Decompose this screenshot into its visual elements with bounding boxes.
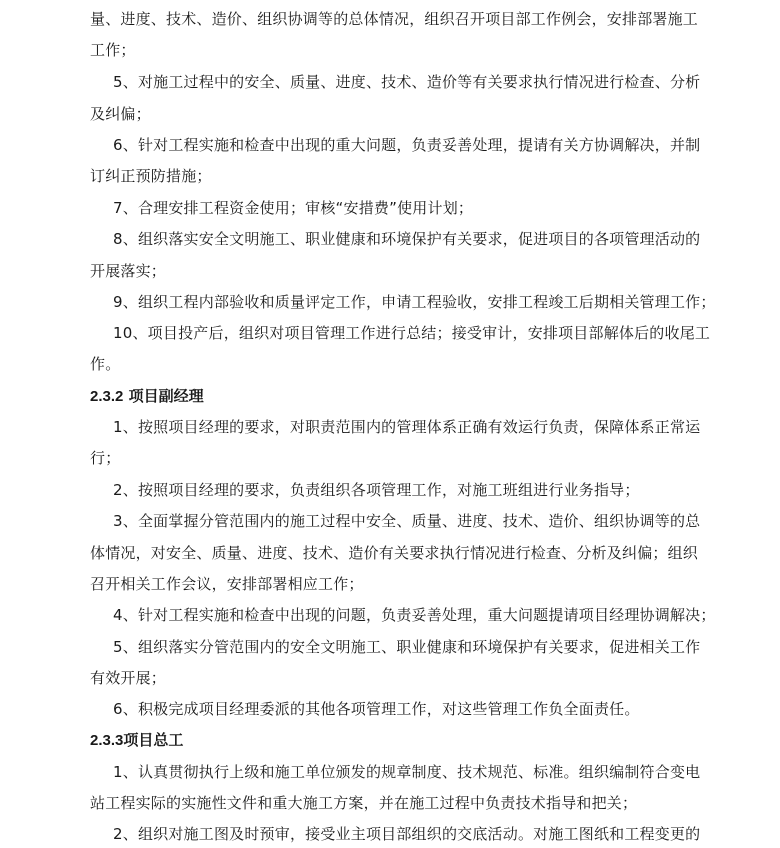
- paragraph-10-line-1: 10、项目投产后，组织对项目管理工作进行总结；接受审计，安排项目部解体后的收尾工: [113, 324, 711, 342]
- ce-paragraph-1-line-1: 1、认真贯彻执行上级和施工单位颁发的规章制度、技术规范、标准。组织编制符合变电: [113, 763, 701, 781]
- paragraph-9-line-1: 9、组织工程内部验收和质量评定工作，申请工程验收，安排工程竣工后期相关管理工作；: [113, 293, 716, 311]
- vm-paragraph-6-line-1: 6、积极完成项目经理委派的其他各项管理工作，对这些管理工作负全面责任。: [113, 700, 640, 718]
- section-heading-2-3-3: [90, 730, 183, 751]
- vm-paragraph-3-line-1: 3、全面掌握分管范围内的施工过程中安全、质量、进度、技术、造价、组织协调等的总: [113, 512, 701, 530]
- section-title: 项目副经理: [128, 387, 204, 405]
- paragraph-5-line-1: 5、对施工过程中的安全、质量、进度、技术、造价等有关要求执行情况进行检查、分析: [113, 73, 701, 91]
- vm-paragraph-5-line-1: 5、组织落实分管范围内的安全文明施工、职业健康和环境保护有关要求，促进相关工作: [113, 638, 701, 656]
- vm-paragraph-3-line-2: 体情况，对安全、质量、进度、技术、造价有关要求执行情况进行检查、分析及纠偏；组织: [90, 544, 699, 562]
- section-heading-2-3-2: [90, 386, 204, 407]
- vm-paragraph-1-line-1: 1、按照项目经理的要求，对职责范围内的管理体系正确有效运行负责，保障体系正常运: [113, 418, 701, 436]
- ce-paragraph-1-line-2: 站工程实际的实施性文件和重大施工方案，并在施工过程中负责技术指导和把关；: [90, 794, 638, 812]
- section-number: 2.3.2: [90, 388, 124, 405]
- paragraph-4-line-2: 工作；: [90, 41, 136, 59]
- paragraph-5-line-2: 及纠偏；: [90, 105, 151, 123]
- ce-paragraph-2-line-1: 2、组织对施工图及时预审，接受业主项目部组织的交底活动。对施工图纸和工程变更的: [113, 825, 701, 843]
- paragraph-8-line-2: 开展落实；: [90, 262, 167, 280]
- section-number: 2.3.3: [90, 732, 124, 749]
- vm-paragraph-3-line-3: 召开相关工作会议，安排部署相应工作；: [90, 575, 364, 593]
- section-title: 项目总工: [123, 731, 184, 749]
- paragraph-8-line-1: 8、组织落实安全文明施工、职业健康和环境保护有关要求，促进项目的各项管理活动的: [113, 230, 701, 248]
- paragraph-10-line-2: 作。: [90, 355, 121, 373]
- vm-paragraph-2-line-1: 2、按照项目经理的要求，负责组织各项管理工作，对施工班组进行业务指导；: [113, 481, 640, 499]
- paragraph-7-line-1: 7、合理安排工程资金使用；审核“安措费”使用计划；: [113, 199, 474, 217]
- vm-paragraph-1-line-2: 行；: [90, 449, 121, 467]
- vm-paragraph-4-line-1: 4、针对工程实施和检查中出现的问题，负责妥善处理，重大问题提请项目经理协调解决；: [113, 606, 716, 624]
- paragraph-4-line-1: 量、进度、技术、造价、组织协调等的总体情况，组织召开项目部工作例会，安排部署施工: [90, 10, 699, 28]
- paragraph-6-line-2: 订纠正预防措施；: [90, 167, 212, 185]
- paragraph-6-line-1: 6、针对工程实施和检查中出现的重大问题，负责妥善处理，提请有关方协调解决，并制: [113, 136, 701, 154]
- vm-paragraph-5-line-2: 有效开展；: [90, 669, 167, 687]
